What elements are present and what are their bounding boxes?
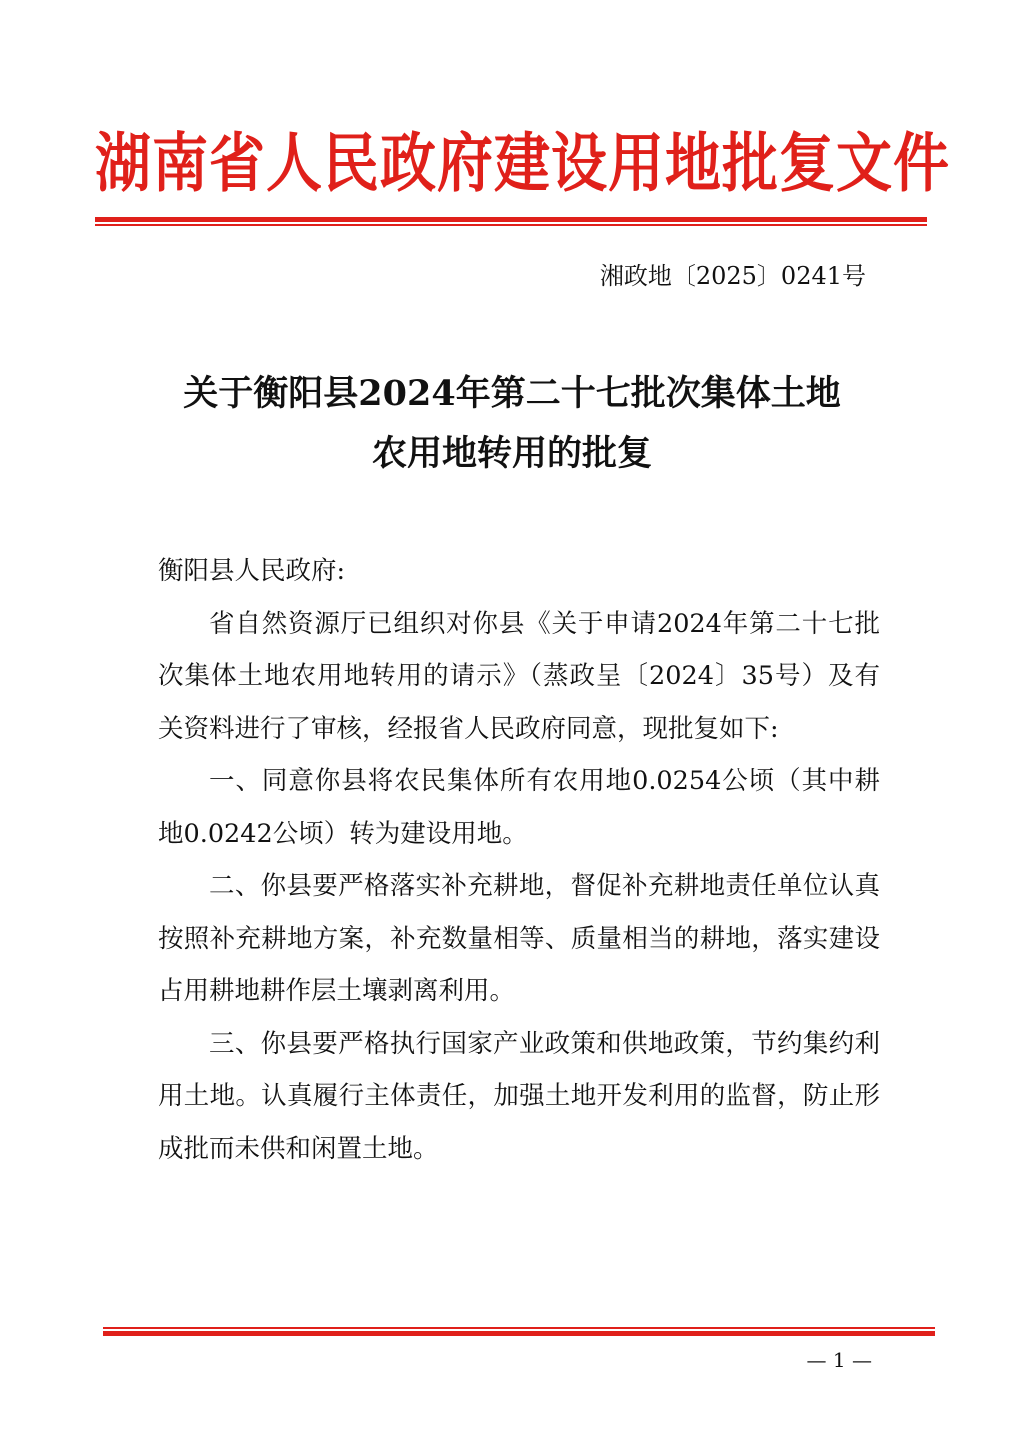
title-line-1: 关于衡阳县2024年第二十七批次集体土地 (183, 373, 841, 414)
masthead-rule-thin (95, 224, 927, 226)
paragraph-intro: 省自然资源厅已组织对你县《关于申请2024年第二十七批次集体土地农用地转用的请示》（蒸政呈〔2024〕35号）及有关资料进行了审核，经报省人民政府同意，现批复如下: (158, 608, 880, 744)
document-number: 湘政地〔2025〕0241号 (599, 262, 866, 290)
salutation: 衡阳县人民政府: (158, 556, 346, 586)
paragraph-item-3: 三、你县要严格执行国家产业政策和供地政策，节约集约利用土地。认真履行主体责任，加强土地开发利用的监督，防止形成批而未供和闲置土地。 (158, 1028, 880, 1164)
document-body (158, 545, 880, 1175)
page-number: — 1 — (806, 1348, 872, 1372)
footer-rule-thick (103, 1331, 935, 1336)
masthead-title: 湖南省人民政府建设用地批复文件 (95, 127, 950, 202)
document-title (100, 364, 924, 484)
paragraph-item-2: 二、你县要严格落实补充耕地，督促补充耕地责任单位认真按照补充耕地方案，补充数量相等、质量相当的耕地，落实建设占用耕地耕作层土壤剥离利用。 (158, 871, 880, 1006)
masthead-rule-thick (95, 217, 927, 222)
title-line-2: 农用地转用的批复 (371, 433, 652, 474)
paragraph-item-1: 一、同意你县将农民集体所有农用地0.0254公顷（其中耕地0.0242公顷）转为建设用地。 (158, 766, 880, 849)
footer-rule-thin (103, 1327, 935, 1329)
